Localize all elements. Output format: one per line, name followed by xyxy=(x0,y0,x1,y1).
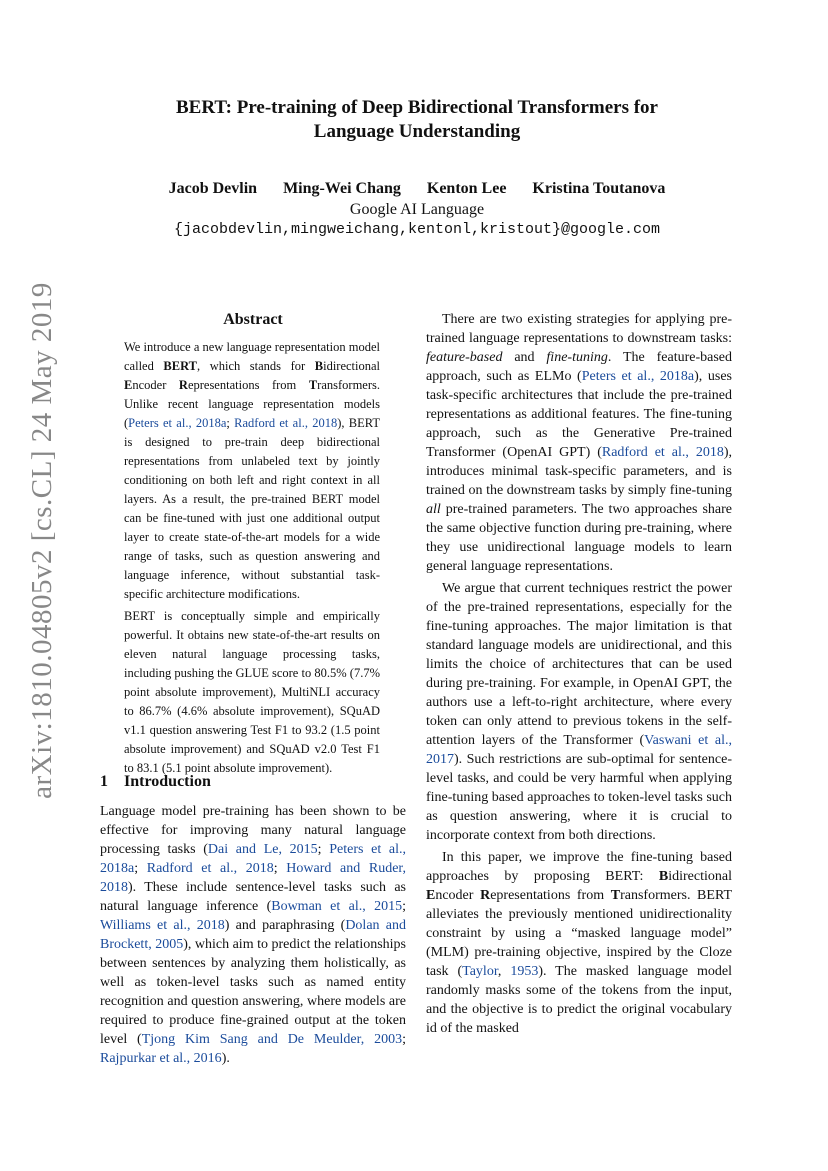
arxiv-identifier-text: arXiv:1810.04805v2 [cs.CL] 24 May 2019 xyxy=(25,281,58,799)
citation-link[interactable]: Peters et al., 2018a xyxy=(128,416,227,430)
citation-link[interactable]: Howard and Ruder, 2018 xyxy=(100,861,407,895)
body-paragraph: There are two existing strategies for applying pre-trained language representations to downstream tasks: feature-based and fine-tuning. The feature-based approach, such as ELMo (Peters et al., 2018a), uses task-specific architectures that include the pre-trained representations as additional features. The fine-tuning approach, such as the Generative Pre-trained Transformer (OpenAI GPT) (Radford et al., 2018), introduces minimal task-specific parameters, and is trained on the downstream tasks by simply fine-tuning all pre-trained parameters. The two approaches share the same objective function during pre-training, where they use unidirectional language models to learn general language representations. xyxy=(426,312,733,574)
introduction-left-column xyxy=(100,802,406,1068)
citation-link[interactable]: Rajpurkar et al., 2016 xyxy=(100,1051,222,1066)
citation-link[interactable]: Tjong Kim Sang and De Meulder, 2003 xyxy=(141,1032,403,1047)
author-list xyxy=(100,179,734,199)
title-line-1: BERT: Pre-training of Deep Bidirectional Transformers for xyxy=(175,97,658,118)
citation-link[interactable]: Bowman et al., 2015 xyxy=(271,899,403,914)
paper-title xyxy=(100,96,734,144)
italic-text: feature-based xyxy=(426,350,503,365)
citation-link[interactable]: Peters et al., 2018a xyxy=(581,369,695,384)
section-title: Introduction xyxy=(124,773,211,790)
citation-link[interactable]: Peters et al., 2018a xyxy=(100,842,406,876)
citation-link[interactable]: Taylor xyxy=(462,964,498,979)
bold-text: E xyxy=(426,888,436,903)
bold-text: B xyxy=(314,359,324,373)
section-number: 1 xyxy=(100,773,108,790)
bold-text: T xyxy=(308,378,318,392)
abstract-body xyxy=(124,338,380,778)
body-paragraph: Language model pre-training has been shown to be effective for improving many natural language processing tasks (Dai and Le, 2015; Peters et al., 2018a; Radford et al., 2018; Howard and Ruder, 2018). These include sentence-level tasks such as natural language inference (Bowman et al., 2015; Williams et al., 2018) and paraphrasing (Dolan and Brockett, 2005), which aim to predict the relationships between sentences by analyzing them holistically, as well as token-level tasks such as named entity recognition and question answering, where models are required to produce fine-grained output at the token level (Tjong Kim Sang and De Meulder, 2003; Rajpurkar et al., 2016). xyxy=(100,804,407,1066)
citation-link[interactable]: Radford et al., 2018 xyxy=(234,416,338,430)
affiliation: Google AI Language xyxy=(349,201,485,218)
introduction-right-column xyxy=(426,310,732,1038)
body-paragraph: In this paper, we improve the fine-tuning based approaches by proposing BERT: Bidirectional Encoder Representations from Transformers. BERT alleviates the previously mentioned unidirectionality constraint by using a “masked language model” (MLM) pre-training objective, inspired by the Cloze task (Taylor, 1953). The masked language model randomly masks some of the tokens from the input, and the objective is to predict the original vocabulary id of the masked xyxy=(426,850,732,1036)
italic-text: fine-tuning xyxy=(546,350,608,365)
citation-link[interactable]: 1953 xyxy=(510,964,539,979)
abstract-paragraph: BERT is conceptually simple and empirically powerful. It obtains new state-of-the-art results on eleven natural language processing tasks, including pushing the GLUE score to 80.5% (7.7% point absolute improvement), MultiNLI accuracy to 86.7% (4.6% absolute improvement), SQuAD v1.1 question answering Test F1 to 93.2 (1.5 point absolute improvement) and SQuAD v2.0 Test F1 to 83.1 (5.1 point absolute improvement). xyxy=(124,609,380,775)
citation-link[interactable]: Vaswani et al., 2017 xyxy=(426,733,732,767)
bold-text: T xyxy=(610,888,621,903)
author-emails: {jacobdevlin,mingweichang,kentonl,kristout}@google.com xyxy=(173,221,661,238)
bold-text: E xyxy=(124,378,133,392)
bold-text: R xyxy=(480,888,491,903)
arxiv-identifier xyxy=(20,230,64,850)
italic-text: all xyxy=(426,502,441,517)
section-heading-introduction xyxy=(100,771,406,793)
citation-link[interactable]: Dai and Le, 2015 xyxy=(207,842,318,857)
bold-text: B xyxy=(658,869,669,884)
author-name: Kristina Toutanova xyxy=(532,180,666,197)
bold-text: R xyxy=(178,378,188,392)
abstract-heading: Abstract xyxy=(223,311,283,328)
author-name: Ming-Wei Chang xyxy=(283,180,401,197)
citation-link[interactable]: Radford et al., 2018 xyxy=(601,445,724,460)
citation-link[interactable]: Williams et al., 2018 xyxy=(100,918,225,933)
author-name: Jacob Devlin xyxy=(168,180,258,197)
title-line-2: Language Understanding xyxy=(313,121,521,142)
citation-link[interactable]: Dolan and Brockett, 2005 xyxy=(100,918,406,952)
abstract-paragraph: We introduce a new language representation model called BERT, which stands for Bidirectional Encoder Representations from Transformers. Unlike recent language representation models (Peters et al., 2018a; Radford et al., 2018), BERT is designed to pre-train deep bidirectional representations from unlabeled text by jointly conditioning on both left and right context in all layers. As a result, the pre-trained BERT model can be fine-tuned with just one additional output layer to create state-of-the-art models for a wide range of tasks, such as question answering and language inference, without substantial task-specific architecture modifications. xyxy=(124,340,381,601)
bold-text: BERT xyxy=(163,359,198,373)
author-name: Kenton Lee xyxy=(426,180,507,197)
body-paragraph: We argue that current techniques restrict the power of the pre-trained representations, especially for the fine-tuning approaches. The major limitation is that standard language models are unidirectional, and this limits the choice of architectures that can be used during pre-training. For example, in OpenAI GPT, the authors use a left-to-right architecture, where every token can only attend to previous tokens in the self-attention layers of the Transformer (Vaswani et al., 2017). Such restrictions are sub-optimal for sentence-level tasks, and could be very harmful when applying fine-tuning based approaches to token-level tasks such as question answering, where it is crucial to incorporate context from both directions. xyxy=(426,581,732,843)
citation-link[interactable]: Radford et al., 2018 xyxy=(146,861,274,876)
